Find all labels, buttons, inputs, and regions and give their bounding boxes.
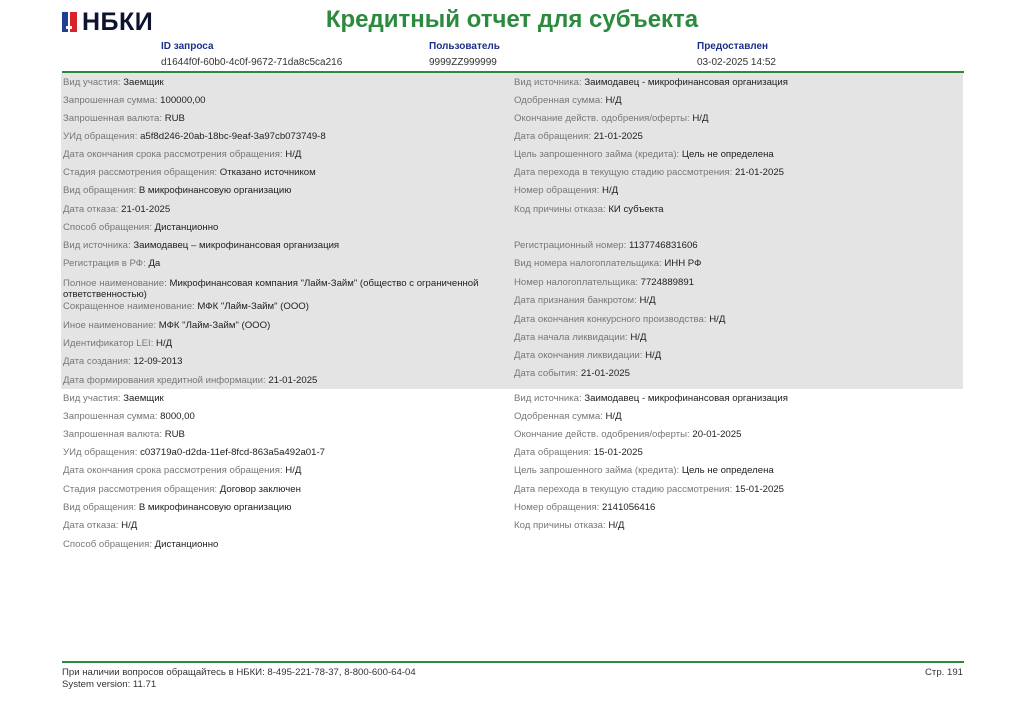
field-row: Идентификатор LEI: Н/Д (63, 338, 173, 349)
page-number: Стр. 191 (925, 667, 963, 678)
field-row: Дата создания: 12-09-2013 (63, 356, 183, 367)
page-title: Кредитный отчет для субъекта (325, 6, 699, 33)
field-row: Вид номера налогоплательщика: ИНН РФ (514, 258, 702, 269)
user-value: 9999ZZ999999 (429, 57, 497, 68)
field-row: Сокращенное наименование: МФК "Лайм-Займ" (ООО) (63, 301, 309, 312)
field-row: Окончание действ. одобрения/оферты: Н/Д (514, 113, 709, 124)
field-row: Вид участия: Заемщик (63, 393, 164, 404)
field-row: Номер обращения: 2141056416 (514, 502, 656, 513)
field-row: Дата события: 21-01-2025 (514, 368, 630, 379)
field-row: Запрошенная сумма: 8000,00 (63, 411, 195, 422)
field-row: Стадия рассмотрения обращения: Отказано источником (63, 167, 316, 178)
field-row: Дата перехода в текущую стадию рассмотрения: 21-01-2025 (514, 167, 785, 178)
field-row: Вид участия: Заемщик (63, 77, 164, 88)
field-row: Запрошенная валюта: RUB (63, 113, 185, 124)
field-row: Номер обращения: Н/Д (514, 185, 619, 196)
field-row: Дата окончания конкурсного производства: Н/Д (514, 314, 726, 325)
field-row: Вид обращения: В микрофинансовую организацию (63, 502, 292, 513)
field-row: Дата отказа: Н/Д (63, 520, 138, 531)
footer-version: System version: 11.71 (62, 679, 157, 690)
field-row: Вид источника: Заимодавец – микрофинансовая организация (63, 240, 340, 251)
field-row: Запрошенная сумма: 100000,00 (63, 95, 206, 106)
user-block (429, 41, 500, 68)
field-row: Дата обращения: 15-01-2025 (514, 447, 643, 458)
field-row: Дата перехода в текущую стадию рассмотрения: 15-01-2025 (514, 484, 785, 495)
field-row: Вид обращения: В микрофинансовую организацию (63, 185, 292, 196)
field-row: Дата начала ликвидации: Н/Д (514, 332, 647, 343)
field-row: Дата отказа: 21-01-2025 (63, 204, 171, 215)
credit-request-record-1 (61, 73, 963, 389)
credit-request-record-2 (61, 389, 963, 559)
field-row: Дата окончания срока рассмотрения обращения: Н/Д (63, 465, 302, 476)
provided-block (697, 41, 776, 68)
field-row: Код причины отказа: Н/Д (514, 520, 625, 531)
field-row: Дата признания банкротом: Н/Д (514, 295, 656, 306)
logo-text: НБКИ (82, 8, 154, 36)
request-id-label: ID запроса (161, 41, 214, 52)
field-row: Стадия рассмотрения обращения: Договор заключен (63, 484, 301, 495)
field-row: УИд обращения: c03719a0-d2da-11ef-8fcd-863a5a492a01-7 (63, 447, 325, 458)
field-row: Цель запрошенного займа (кредита): Цель не определена (514, 149, 774, 160)
field-row: Номер налогоплательщика: 7724889891 (514, 277, 694, 288)
field-row: Полное наименование: Микрофинансовая компания "Лайм-Займ" (общество с ограниченной ответственностью) (63, 278, 479, 300)
field-row: Дата обращения: 21-01-2025 (514, 131, 643, 142)
field-row: Одобренная сумма: Н/Д (514, 95, 622, 106)
request-id-value: d1644f0f-60b0-4c0f-9672-71da8c5ca216 (161, 57, 343, 68)
provided-value: 03-02-2025 14:52 (697, 57, 776, 68)
field-row: Способ обращения: Дистанционно (63, 539, 219, 550)
field-row: Одобренная сумма: Н/Д (514, 411, 622, 422)
field-row: Иное наименование: МФК "Лайм-Займ" (ООО) (63, 320, 271, 331)
field-row: Код причины отказа: КИ субъекта (514, 204, 664, 215)
field-row: Дата формирования кредитной информации: 21-01-2025 (63, 375, 318, 386)
field-row: Вид источника: Заимодавец - микрофинансовая организация (514, 393, 788, 404)
request-id-block (161, 41, 342, 68)
field-row: УИд обращения: a5f8d246-20ab-18bc-9eaf-3a97cb073749-8 (63, 131, 326, 142)
field-row: Окончание действ. одобрения/оферты: 20-01-2025 (514, 429, 742, 440)
user-label: Пользователь (429, 41, 500, 52)
footer-divider (62, 661, 964, 663)
field-row: Цель запрошенного займа (кредита): Цель не определена (514, 465, 774, 476)
field-row: Дата окончания ликвидации: Н/Д (514, 350, 662, 361)
provided-label: Предоставлен (697, 41, 769, 52)
field-row: Регистрационный номер: 1137746831606 (514, 240, 698, 251)
field-row: Запрошенная валюта: RUB (63, 429, 185, 440)
field-row: Вид источника: Заимодавец - микрофинансовая организация (514, 77, 788, 88)
field-row: Дата окончания срока рассмотрения обращения: Н/Д (63, 149, 302, 160)
footer-contact: При наличии вопросов обращайтесь в НБКИ: 8-495-221-78-37, 8-800-600-64-04 (62, 667, 416, 678)
field-row: Способ обращения: Дистанционно (63, 222, 219, 233)
field-row: Регистрация в РФ: Да (63, 258, 161, 269)
